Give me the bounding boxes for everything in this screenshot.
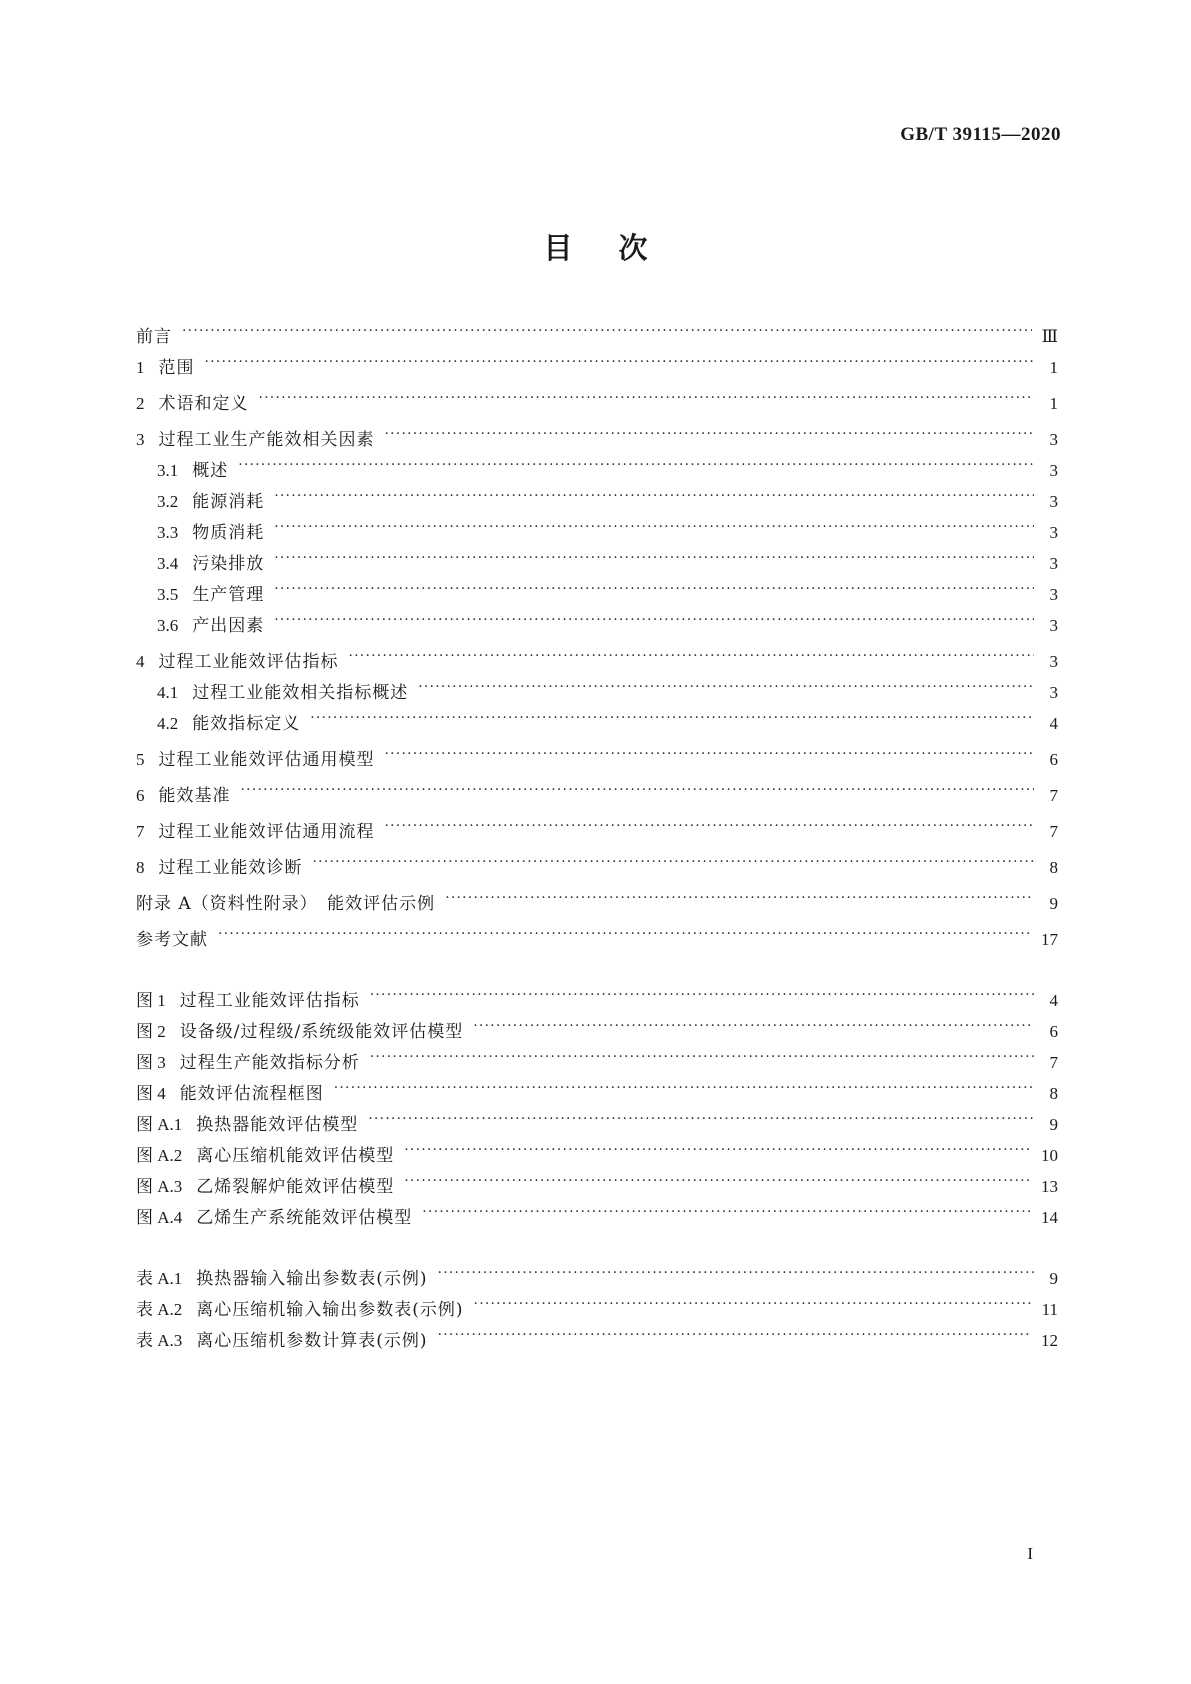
toc-entry-label: 参考文献 bbox=[136, 930, 208, 950]
figure-page: 9 bbox=[1049, 1115, 1058, 1134]
figure-label: 乙烯裂解炉能效评估模型 bbox=[196, 1177, 395, 1197]
table-label: 换热器输入输出参数表(示例) bbox=[196, 1269, 428, 1289]
toc-entry-page: Ⅲ bbox=[1041, 327, 1058, 346]
toc-entry-page: 3 bbox=[1049, 616, 1058, 635]
toc-entry-label: 过程工业生产能效相关因素 bbox=[158, 430, 375, 450]
toc-dot-leader bbox=[445, 892, 1034, 909]
toc-dot-leader bbox=[438, 1267, 1034, 1284]
toc-entry-page: 17 bbox=[1041, 930, 1058, 949]
figure-entry-4[interactable] bbox=[136, 1079, 1058, 1110]
figure-number: 图 4 bbox=[136, 1084, 166, 1103]
toc-entry-3[interactable] bbox=[136, 425, 1058, 456]
figure-number: 图 A.4 bbox=[136, 1208, 183, 1227]
toc-entry-1[interactable] bbox=[136, 353, 1058, 384]
figure-page: 13 bbox=[1041, 1177, 1058, 1196]
toc-entry-number: 4.1 bbox=[157, 683, 179, 702]
toc-dot-leader bbox=[349, 650, 1035, 667]
figure-label: 换热器能效评估模型 bbox=[196, 1115, 359, 1135]
toc-entry-2[interactable] bbox=[136, 389, 1058, 420]
figure-number: 图 A.2 bbox=[136, 1146, 183, 1165]
toc-entry-number: 7 bbox=[136, 822, 145, 841]
figure-label: 能效评估流程框图 bbox=[179, 1084, 324, 1104]
toc-entry-4-1[interactable] bbox=[136, 678, 1058, 709]
toc-entry-label: 能效指标定义 bbox=[192, 714, 301, 734]
toc-entry-number: 8 bbox=[136, 858, 145, 877]
toc-dot-leader bbox=[385, 820, 1035, 837]
toc-dot-leader bbox=[218, 928, 1031, 945]
figure-page: 14 bbox=[1041, 1208, 1058, 1227]
toc-entry-number: 5 bbox=[136, 750, 145, 769]
toc-entry-label: 概述 bbox=[192, 461, 229, 481]
toc-entry-page: 9 bbox=[1049, 894, 1058, 913]
toc-entry-page: 3 bbox=[1049, 652, 1058, 671]
toc-dot-leader bbox=[274, 583, 1034, 600]
toc-entry-8[interactable] bbox=[136, 853, 1058, 884]
toc-entry-number: 4 bbox=[136, 652, 145, 671]
standard-number: GB/T 39115—2020 bbox=[900, 124, 1061, 145]
figure-entry-a1[interactable] bbox=[136, 1110, 1058, 1141]
toc-entry-number: 3.3 bbox=[157, 523, 179, 542]
toc-entry-appendix-a[interactable] bbox=[136, 889, 1058, 920]
toc-dot-leader bbox=[404, 1144, 1031, 1161]
table-page: 11 bbox=[1041, 1300, 1058, 1319]
toc-entry-5[interactable] bbox=[136, 745, 1058, 776]
toc-entry-number: 3.5 bbox=[157, 585, 179, 604]
toc-entry-6[interactable] bbox=[136, 781, 1058, 812]
toc-dot-leader bbox=[404, 1175, 1031, 1192]
table-number: 表 A.3 bbox=[136, 1331, 183, 1350]
figure-number: 图 3 bbox=[136, 1053, 166, 1072]
toc-dot-leader bbox=[313, 856, 1035, 873]
toc-entry-page: 1 bbox=[1049, 358, 1058, 377]
page-title: 目次 bbox=[543, 231, 694, 265]
toc-entry-number: 2 bbox=[136, 394, 145, 413]
toc-entry-label: 前言 bbox=[136, 327, 172, 347]
table-entry-a1[interactable] bbox=[136, 1264, 1058, 1295]
toc-entry-3-5[interactable] bbox=[136, 580, 1058, 611]
figure-entry-a2[interactable] bbox=[136, 1141, 1058, 1172]
figure-entry-a3[interactable] bbox=[136, 1172, 1058, 1203]
figure-page: 6 bbox=[1049, 1022, 1058, 1041]
toc-entry-7[interactable] bbox=[136, 817, 1058, 848]
toc-entry-page: 7 bbox=[1049, 822, 1058, 841]
toc-entry-3-2[interactable] bbox=[136, 487, 1058, 518]
toc-entry-page: 8 bbox=[1049, 858, 1058, 877]
toc-dot-leader bbox=[310, 712, 1034, 729]
table-label: 离心压缩机参数计算表(示例) bbox=[196, 1331, 428, 1351]
toc-entry-number: 3.4 bbox=[157, 554, 179, 573]
page-number: I bbox=[1027, 1544, 1033, 1563]
toc-dot-leader bbox=[385, 748, 1035, 765]
toc-entry-label: 过程工业能效评估通用模型 bbox=[158, 750, 375, 770]
toc-entry-number: 3.6 bbox=[157, 616, 179, 635]
toc-dot-leader bbox=[274, 614, 1034, 631]
toc-entry-4[interactable] bbox=[136, 647, 1058, 678]
toc-entry-page: 3 bbox=[1049, 461, 1058, 480]
toc-entry-label: 产出因素 bbox=[192, 616, 265, 636]
figure-page: 7 bbox=[1049, 1053, 1058, 1072]
toc-entry-label: 过程工业能效评估通用流程 bbox=[158, 822, 375, 842]
figure-entry-1[interactable] bbox=[136, 986, 1058, 1017]
toc-entry-page: 3 bbox=[1049, 523, 1058, 542]
table-page: 12 bbox=[1041, 1331, 1058, 1350]
toc-entry-page: 6 bbox=[1049, 750, 1058, 769]
table-label: 离心压缩机输入输出参数表(示例) bbox=[196, 1300, 464, 1320]
toc-entry-4-2[interactable] bbox=[136, 709, 1058, 740]
toc-dot-leader bbox=[274, 521, 1034, 538]
figure-page: 10 bbox=[1041, 1146, 1058, 1165]
figure-number: 图 A.3 bbox=[136, 1177, 183, 1196]
toc-entry-label: 生产管理 bbox=[192, 585, 265, 605]
toc-entry-label: 附录 A（资料性附录） 能效评估示例 bbox=[136, 894, 436, 914]
table-number: 表 A.1 bbox=[136, 1269, 183, 1288]
toc-entry-3-4[interactable] bbox=[136, 549, 1058, 580]
toc-dot-leader bbox=[385, 428, 1035, 445]
figure-entry-3[interactable] bbox=[136, 1048, 1058, 1079]
toc-entry-number: 3.1 bbox=[157, 461, 179, 480]
toc-entry-number: 6 bbox=[136, 786, 145, 805]
figure-label: 过程工业能效评估指标 bbox=[179, 991, 360, 1011]
table-of-contents bbox=[136, 322, 1058, 1357]
toc-entry-label: 污染排放 bbox=[192, 554, 265, 574]
figure-entry-a4[interactable] bbox=[136, 1203, 1058, 1234]
toc-entry-label: 术语和定义 bbox=[158, 394, 249, 414]
toc-entry-3-1[interactable] bbox=[136, 456, 1058, 487]
toc-entry-page: 1 bbox=[1049, 394, 1058, 413]
toc-dot-leader bbox=[368, 1113, 1034, 1130]
toc-entry-label: 过程工业能效评估指标 bbox=[158, 652, 339, 672]
toc-entry-number: 4.2 bbox=[157, 714, 179, 733]
toc-dot-leader bbox=[334, 1082, 1034, 1099]
figure-label: 离心压缩机能效评估模型 bbox=[196, 1146, 395, 1166]
toc-entry-label: 过程工业能效诊断 bbox=[158, 858, 303, 878]
toc-entry-number: 3 bbox=[136, 430, 145, 449]
toc-entry-label: 能效基准 bbox=[158, 786, 231, 806]
figure-label: 乙烯生产系统能效评估模型 bbox=[196, 1208, 413, 1228]
toc-entry-label: 能源消耗 bbox=[192, 492, 265, 512]
toc-dot-leader bbox=[259, 392, 1035, 409]
toc-entry-number: 3.2 bbox=[157, 492, 179, 511]
figure-number: 图 A.1 bbox=[136, 1115, 183, 1134]
toc-dot-leader bbox=[438, 1329, 1031, 1346]
figure-number: 图 2 bbox=[136, 1022, 166, 1041]
toc-entry-label: 范围 bbox=[158, 358, 195, 378]
toc-entry-page: 3 bbox=[1049, 683, 1058, 702]
toc-entry-page: 7 bbox=[1049, 786, 1058, 805]
toc-entry-3-6[interactable] bbox=[136, 611, 1058, 642]
toc-dot-leader bbox=[418, 681, 1034, 698]
toc-entry-page: 3 bbox=[1049, 492, 1058, 511]
toc-dot-leader bbox=[274, 490, 1034, 507]
table-page: 9 bbox=[1049, 1269, 1058, 1288]
toc-dot-leader bbox=[182, 325, 1032, 342]
toc-entry-number: 1 bbox=[136, 358, 145, 377]
figure-label: 过程生产能效指标分析 bbox=[179, 1053, 360, 1073]
figure-page: 4 bbox=[1049, 991, 1058, 1010]
figure-label: 设备级/过程级/系统级能效评估模型 bbox=[179, 1022, 464, 1042]
toc-dot-leader bbox=[274, 552, 1034, 569]
toc-entry-label: 过程工业能效相关指标概述 bbox=[192, 683, 409, 703]
figure-page: 8 bbox=[1049, 1084, 1058, 1103]
toc-entry-3-3[interactable] bbox=[136, 518, 1058, 549]
toc-entry-page: 3 bbox=[1049, 430, 1058, 449]
toc-dot-leader bbox=[422, 1206, 1031, 1223]
toc-entry-page: 3 bbox=[1049, 554, 1058, 573]
table-entry-a3[interactable] bbox=[136, 1326, 1058, 1357]
figure-number: 图 1 bbox=[136, 991, 166, 1010]
figure-entry-2[interactable] bbox=[136, 1017, 1058, 1048]
toc-entry-page: 4 bbox=[1049, 714, 1058, 733]
toc-dot-leader bbox=[241, 784, 1035, 801]
toc-dot-leader bbox=[473, 1020, 1034, 1037]
toc-dot-leader bbox=[370, 1051, 1034, 1068]
table-entry-a2[interactable] bbox=[136, 1295, 1058, 1326]
toc-entry-page: 3 bbox=[1049, 585, 1058, 604]
toc-entry-references[interactable] bbox=[136, 925, 1058, 956]
toc-dot-leader bbox=[474, 1298, 1032, 1315]
toc-entry-label: 物质消耗 bbox=[192, 523, 265, 543]
toc-dot-leader bbox=[370, 989, 1034, 1006]
toc-entry-foreword[interactable] bbox=[136, 322, 1058, 353]
toc-dot-leader bbox=[238, 459, 1034, 476]
table-number: 表 A.2 bbox=[136, 1300, 183, 1319]
toc-dot-leader bbox=[205, 356, 1035, 373]
